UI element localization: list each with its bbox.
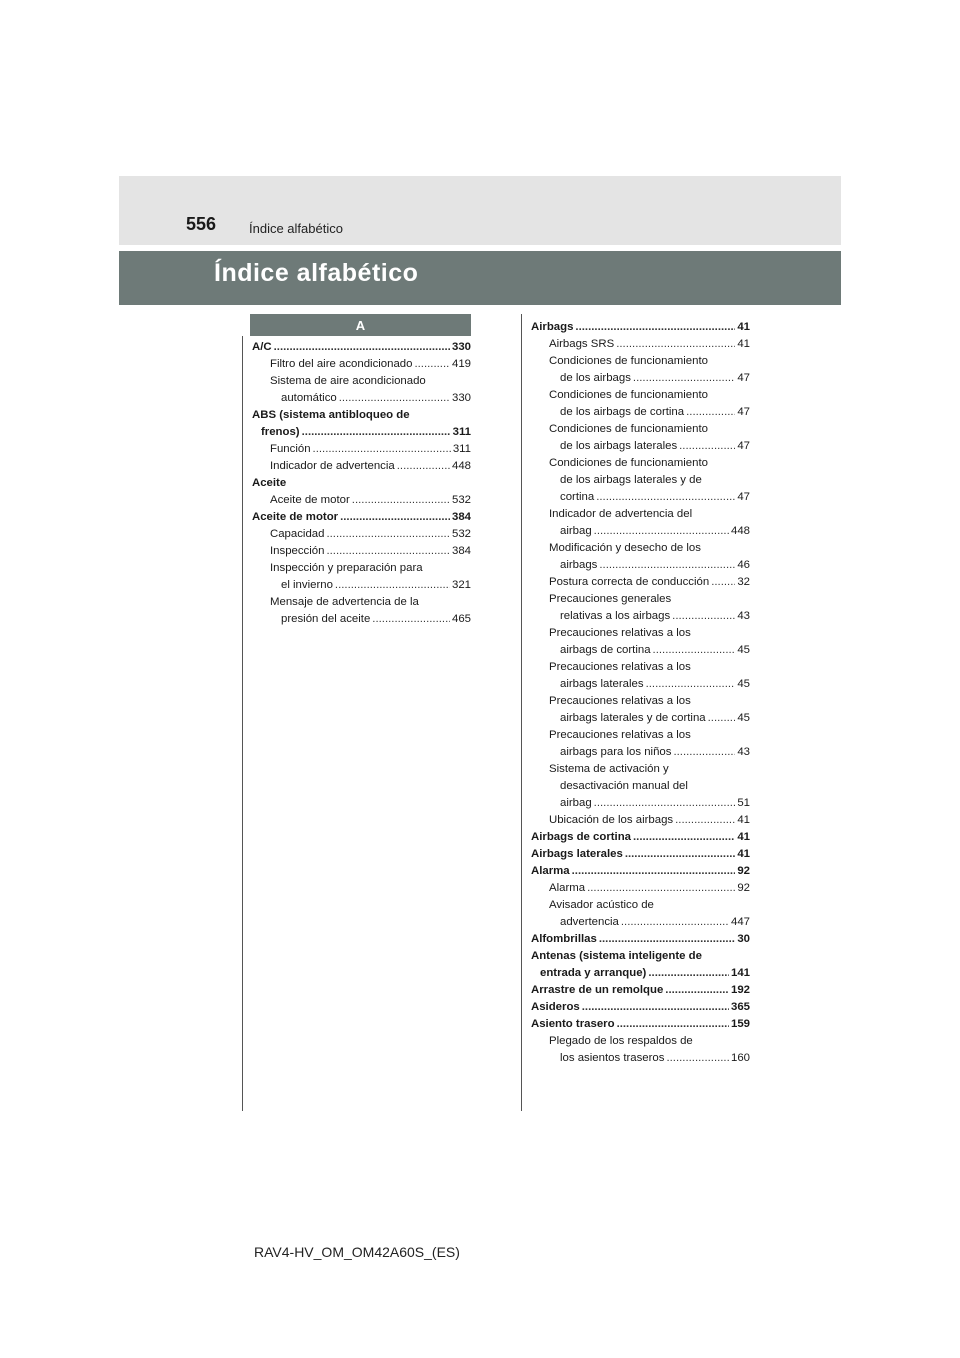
index-term: Alarma [549,882,586,894]
index-term: airbags laterales [560,678,644,690]
index-term: airbags de cortina [560,644,651,656]
dot-leader [653,642,736,659]
index-main-entry [252,509,471,526]
index-main-entry [531,319,750,336]
index-entry-text: Condiciones de funcionamiento [549,355,708,367]
index-page-number: 41 [737,338,750,350]
dot-leader [339,390,450,407]
dot-leader [633,829,735,846]
index-page-number: 47 [737,440,750,452]
letter-badge: A [250,314,471,336]
dot-leader [326,526,450,543]
index-term: los asientos traseros [560,1052,665,1064]
index-entry-text: Indicador de advertencia del [549,508,693,520]
dot-leader [335,577,450,594]
index-term: airbags laterales y de cortina [560,712,706,724]
dot-leader [686,404,735,421]
index-main-entry [531,846,750,863]
index-entry-text: Sistema de activación y [549,763,669,775]
index-term: de los airbags laterales [560,440,678,452]
dot-leader [594,523,729,540]
index-term: Airbags SRS [549,338,615,350]
index-sub-entry [531,574,750,591]
index-page-number: 311 [452,426,471,438]
index-page-number: 448 [451,460,471,472]
index-page-number: 32 [737,576,750,588]
index-page-number: 47 [737,406,750,418]
index-term: entrada y arranque) [540,967,647,979]
index-sub-entry [531,880,750,897]
index-term: Filtro del aire acondicionado [270,358,413,370]
index-page-number: 45 [737,712,750,724]
index-term: Postura correcta de conducción [549,576,710,588]
index-sub-entry [531,1050,750,1067]
dot-leader [302,424,451,441]
index-sub-entry [252,356,471,373]
index-term: Capacidad [270,528,325,540]
index-main-entry [252,339,471,356]
index-page-number: 41 [737,831,750,843]
dot-leader [625,846,736,863]
index-term: Asideros [531,1001,580,1013]
index-main-entry [531,999,750,1016]
index-sub-entry [252,577,471,594]
index-page-number: 41 [737,321,750,333]
index-entry-text: Precauciones generales [549,593,672,605]
index-page-number: 419 [451,358,471,370]
index-sub-entry [531,608,750,625]
index-page-number: 384 [451,511,471,523]
index-page-number: 92 [737,882,750,894]
index-entry-text: Condiciones de funcionamiento [549,423,708,435]
index-sub-entry [531,523,750,540]
index-term: el invierno [281,579,333,591]
dot-leader [633,370,735,387]
index-main-entry [531,863,750,880]
index-term: Ubicación de los airbags [549,814,674,826]
index-entry-text: Aceite [252,477,287,489]
index-page-number: 43 [737,610,750,622]
dot-leader [572,863,736,880]
index-page-number: 330 [451,341,471,353]
dot-leader [313,441,451,458]
index-column-left [252,339,471,628]
index-page-number: 51 [737,797,750,809]
index-page-number: 43 [737,746,750,758]
dot-leader [711,574,735,591]
index-page-number: 30 [737,933,750,945]
index-sub-entry [531,370,750,387]
dot-leader [352,492,450,509]
index-page-number: 321 [451,579,471,591]
index-term: presión del aceite [281,613,371,625]
index-sub-entry [531,438,750,455]
index-main-entry [531,1016,750,1033]
index-term: Airbags de cortina [531,831,632,843]
index-sub-entry [531,336,750,353]
index-page-number: 448 [730,525,750,537]
index-term: frenos) [261,426,300,438]
index-term: Indicador de advertencia [270,460,395,472]
dot-leader [372,611,450,628]
index-column-right [531,319,750,1067]
index-entry-text: Sistema de aire acondicionado [270,375,426,387]
index-page-number: 532 [451,494,471,506]
index-term: Alarma [531,865,570,877]
index-sub-entry [252,441,471,458]
index-term: Asiento trasero [531,1018,615,1030]
index-page-number: 46 [737,559,750,571]
index-page-number: 384 [451,545,471,557]
index-sub-entry [531,744,750,761]
dot-leader [397,458,450,475]
index-sub-entry [252,458,471,475]
index-entry-text: Modificación y desecho de los [549,542,701,554]
index-sub-entry [252,390,471,407]
dot-leader [621,914,729,931]
dot-leader [648,965,729,982]
index-entry-text: Condiciones de funcionamiento [549,389,708,401]
index-page-number: 447 [730,916,750,928]
index-main-entry [531,931,750,948]
index-entry-text: Inspección y preparación para [270,562,423,574]
dot-leader [708,710,736,727]
index-term: advertencia [560,916,619,928]
index-page-number: 92 [737,865,750,877]
dot-leader [587,880,735,897]
index-page-number: 45 [737,644,750,656]
index-main-entry [531,982,750,999]
dot-leader [599,931,736,948]
index-sub-entry [531,557,750,574]
index-page-number: 192 [730,984,750,996]
index-sub-entry [531,710,750,727]
dot-leader [274,339,450,356]
index-page-number: 141 [730,967,750,979]
index-entry-text: desactivación manual del [560,780,688,792]
index-entry-text: Precauciones relativas a los [549,661,691,673]
dot-leader [675,812,735,829]
right-column-rule [521,314,522,1111]
running-title: Índice alfabético [249,221,343,236]
index-page-number: 160 [730,1052,750,1064]
index-entry-text: ABS (sistema antibloqueo de [252,409,410,421]
dot-leader [596,489,735,506]
index-sub-entry [531,914,750,931]
index-page-number: 47 [737,372,750,384]
index-term: de los airbags de cortina [560,406,685,418]
index-term: airbags para los niños [560,746,672,758]
index-sub-entry [252,611,471,628]
index-term: airbag [560,525,592,537]
index-page-number: 47 [737,491,750,503]
index-term: Alfombrillas [531,933,597,945]
index-entry-text: Antenas (sistema inteligente de [531,950,702,962]
index-entry-text: Precauciones relativas a los [549,695,691,707]
dot-leader [617,1016,729,1033]
index-page-number: 365 [730,1001,750,1013]
index-entry-text: Precauciones relativas a los [549,729,691,741]
index-sub-entry [252,492,471,509]
dot-leader [326,543,450,560]
index-term: Arrastre de un remolque [531,984,664,996]
page-number: 556 [186,214,217,234]
dot-leader [340,509,450,526]
index-term: airbags [560,559,598,571]
dot-leader [673,744,735,761]
index-term: de los airbags [560,372,631,384]
section-title: Índice alfabético [214,259,419,287]
index-term: Inspección [270,545,325,557]
index-page-number: 41 [737,814,750,826]
dot-leader [414,356,450,373]
index-term: Aceite de motor [270,494,350,506]
index-main-entry [531,965,750,982]
dot-leader [582,999,729,1016]
dot-leader [665,982,729,999]
dot-leader [646,676,736,693]
index-entry-text: Avisador acústico de [549,899,654,911]
index-term: A/C [252,341,272,353]
index-entry-text: Mensaje de advertencia de la [270,596,419,608]
dot-leader [575,319,735,336]
index-term: Aceite de motor [252,511,339,523]
index-entry-text: Plegado de los respaldos de [549,1035,693,1047]
dot-leader [679,438,735,455]
index-sub-entry [531,404,750,421]
index-entry-text: Precauciones relativas a los [549,627,691,639]
index-page-number: 330 [451,392,471,404]
index-entry-text: Condiciones de funcionamiento [549,457,708,469]
index-sub-entry [531,795,750,812]
index-term: relativas a los airbags [560,610,671,622]
index-term: automático [281,392,337,404]
dot-leader [616,336,735,353]
index-sub-entry [252,543,471,560]
index-sub-entry [252,526,471,543]
left-column-rule [242,336,243,1111]
index-page-number: 159 [730,1018,750,1030]
dot-leader [672,608,735,625]
document-code: RAV4-HV_OM_OM42A60S_(ES) [254,1244,460,1260]
index-sub-entry [531,676,750,693]
index-term: Airbags [531,321,574,333]
index-term: airbag [560,797,592,809]
index-page-number: 311 [452,443,471,455]
index-term: Función [270,443,311,455]
index-page-number: 465 [451,613,471,625]
dot-leader [599,557,735,574]
index-term: cortina [560,491,595,503]
dot-leader [594,795,736,812]
index-sub-entry [531,642,750,659]
index-page-number: 41 [737,848,750,860]
index-main-entry [252,424,471,441]
index-sub-entry [531,812,750,829]
dot-leader [666,1050,729,1067]
index-page-number: 45 [737,678,750,690]
index-term: Airbags laterales [531,848,623,860]
header-band [119,176,841,245]
index-page-number: 532 [451,528,471,540]
index-entry-text: de los airbags laterales y de [560,474,702,486]
index-main-entry [531,829,750,846]
index-sub-entry [531,489,750,506]
